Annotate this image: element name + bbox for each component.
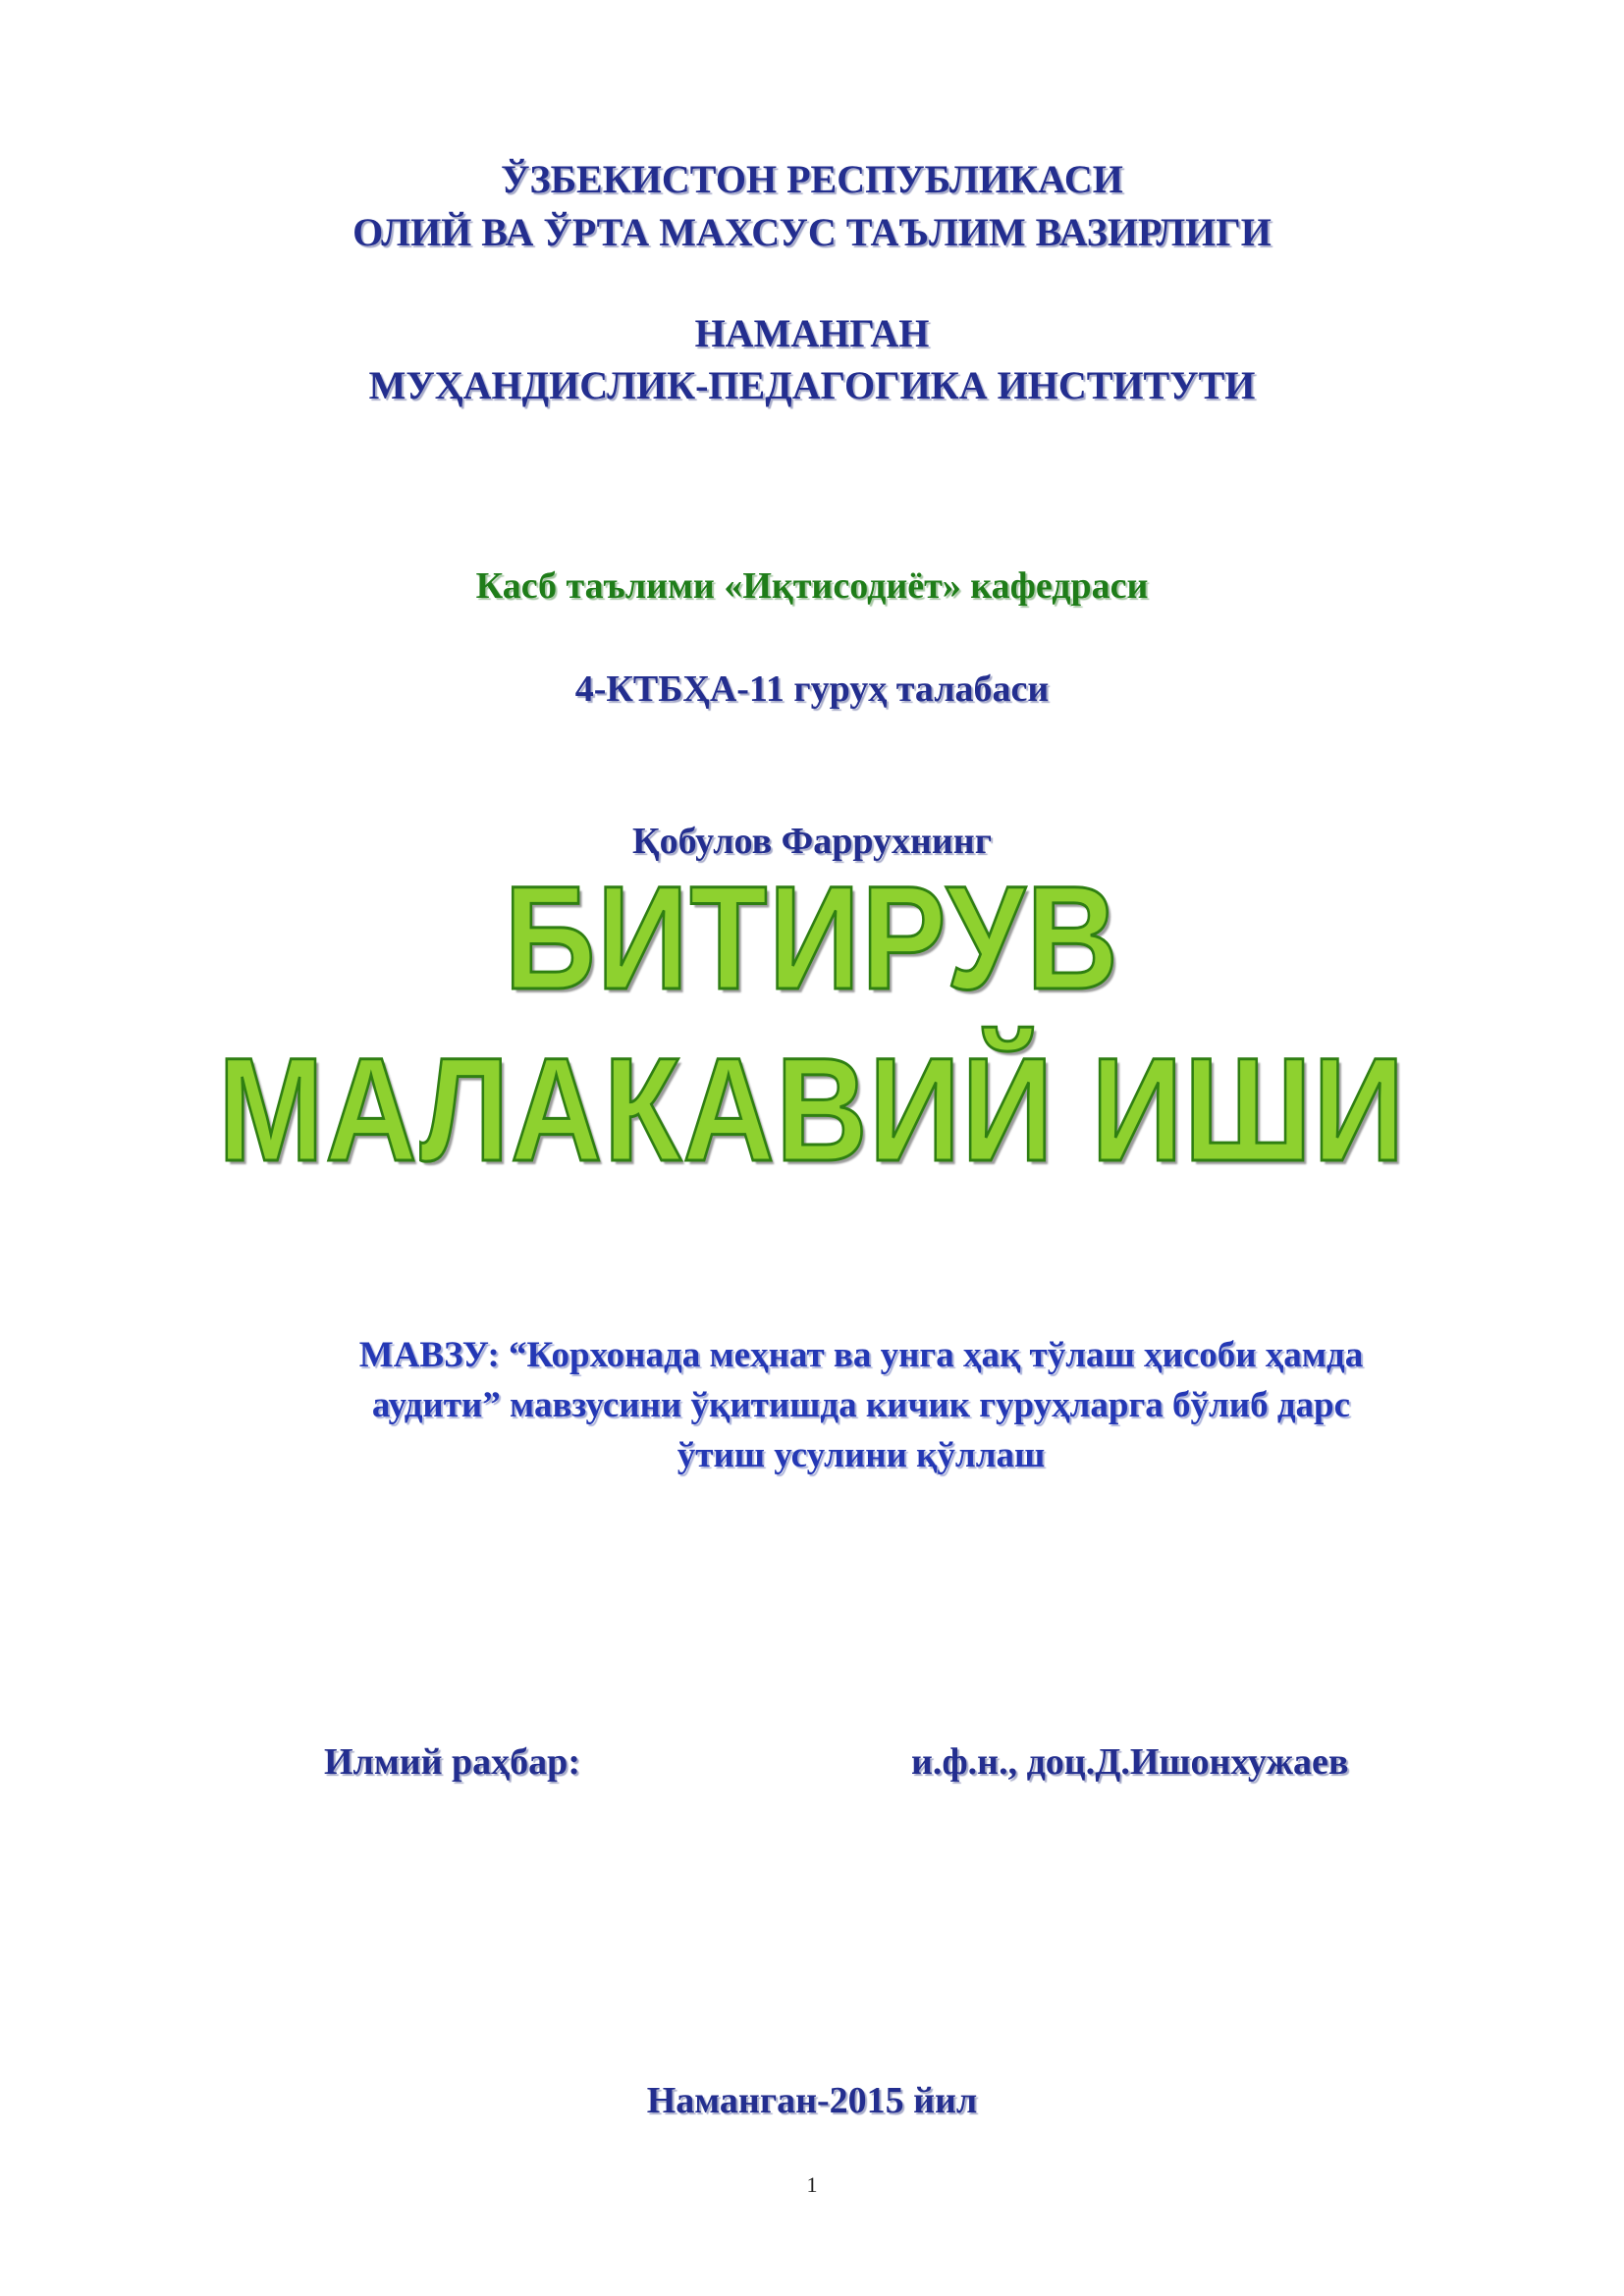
department-name: Касб таълими «Иқтисодиёт» кафедраси: [475, 565, 1149, 607]
institute-heading: МУҲАНДИСЛИК-ПЕДАГОГИКА ИНСТИТУТИ: [368, 363, 1256, 407]
thesis-topic: [226, 1330, 1496, 1480]
advisor-name: и.ф.н., доц.Д.Ишонхужаев: [911, 1741, 1349, 1783]
place-and-year: Наманган-2015 йил: [646, 2080, 978, 2121]
page-number: 1: [806, 2172, 818, 2197]
topic-line-3: ўтиш усулини қўллаш: [677, 1435, 1046, 1475]
republic-heading: ЎЗБЕКИСТОН РЕСПУБЛИКАСИ: [501, 157, 1123, 201]
advisor-label: Илмий раҳбар:: [324, 1741, 580, 1783]
document-title-line-2: МАЛАКАВИЙ ИШИ: [218, 1027, 1406, 1192]
student-name: Қобулов Фаррухнинг: [632, 821, 992, 862]
topic-line-1: МАВЗУ: “Корхонада меҳнат ва унга ҳақ тўлаш ҳисоби ҳамда: [358, 1335, 1364, 1375]
city-heading: НАМАНГАН: [694, 311, 930, 355]
topic-line-2: аудити” мавзусини ўқитишда кичик гуруҳларга бўлиб дарс: [371, 1385, 1351, 1425]
ministry-heading: ОЛИЙ ВА ЎРТА МАХСУС ТАЪЛИМ ВАЗИРЛИГИ: [352, 210, 1272, 254]
document-title-line-1: БИТИРУВ: [504, 855, 1120, 1020]
student-group: 4-КТБҲА-11 гуруҳ талабаси: [574, 668, 1050, 710]
